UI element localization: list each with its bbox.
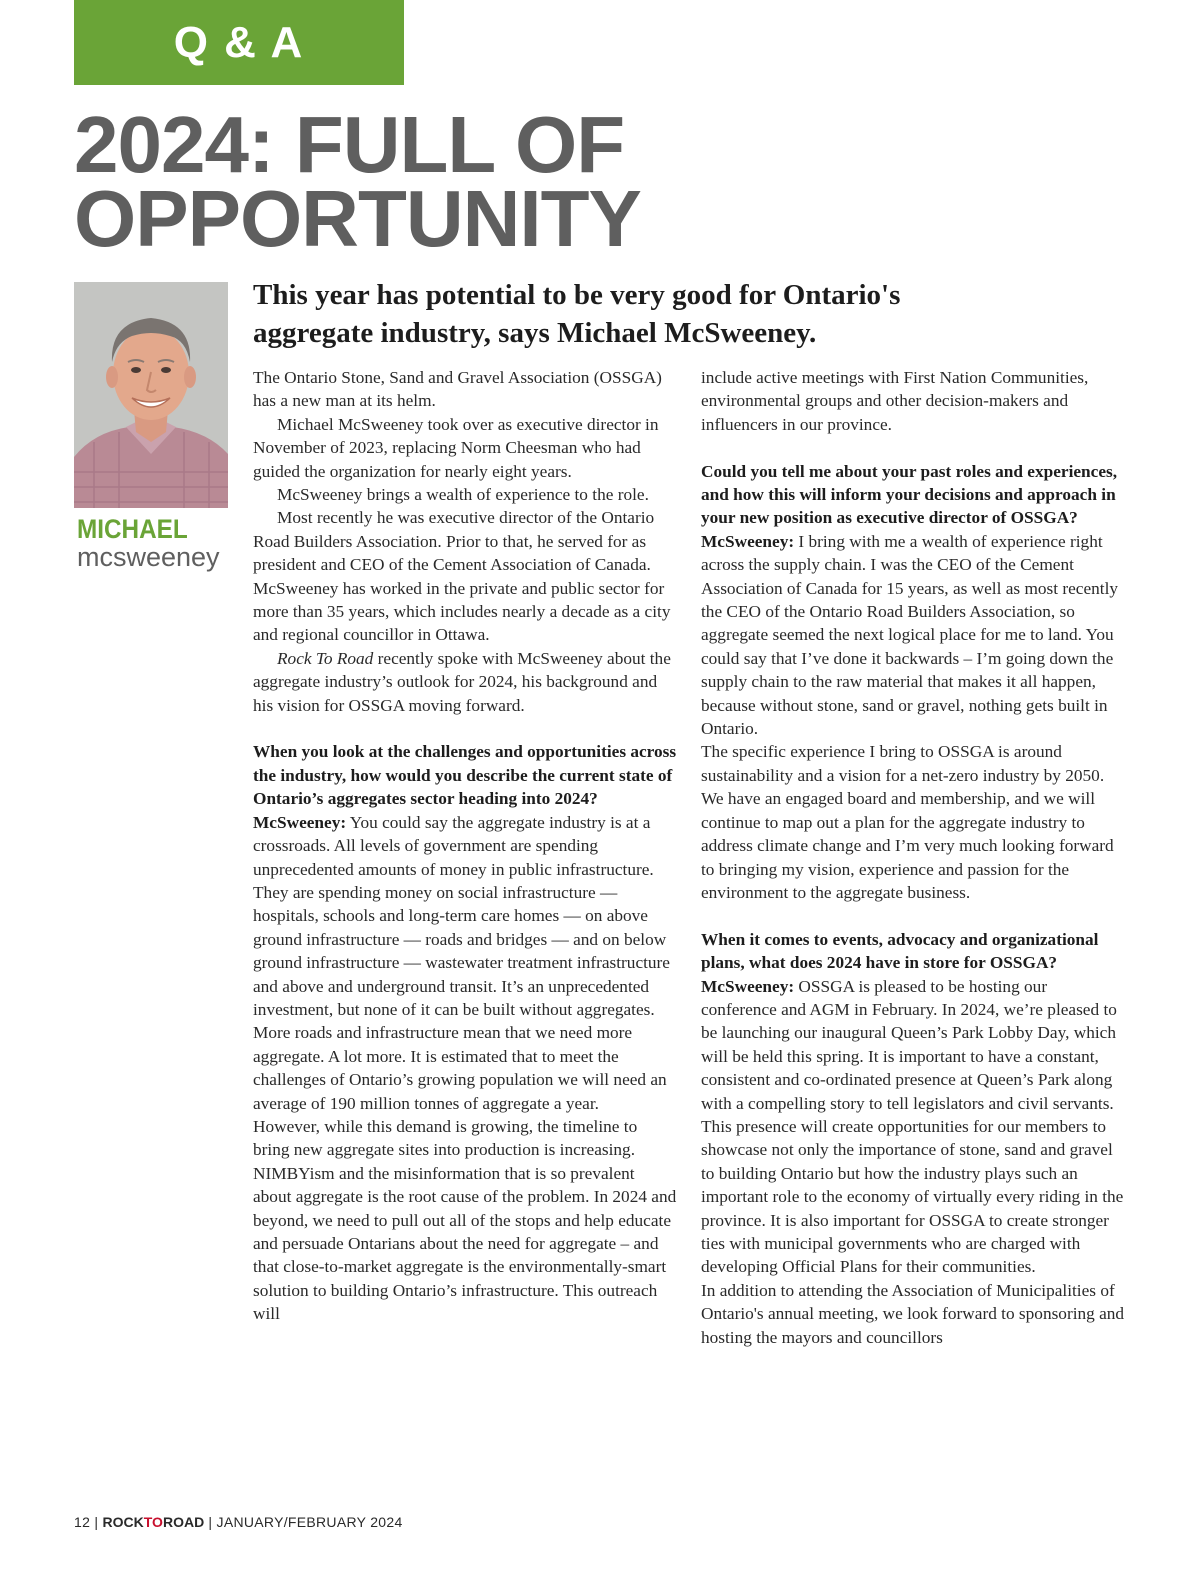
speaker-label: McSweeney: <box>253 812 347 832</box>
paragraph: include active meetings with First Nation Communities, environmental groups and other decision-makers and influencers in our province. <box>701 368 1089 434</box>
paragraph: McSweeney brings a wealth of experience to the role. <box>277 485 649 505</box>
question: When you look at the challenges and opportunities across the industry, how would you describe the current state of Ontario’s aggregates sector heading into 2024? <box>253 742 677 809</box>
profile-first-name: MICHAEL <box>77 514 188 544</box>
question: Could you tell me about your past roles and experiences, and how this will inform your decisions and approach in your new position as executive director of OSSGA? <box>701 461 1118 528</box>
speaker-label: McSweeney: <box>701 531 795 551</box>
deck-line-2: aggregate industry, says Michael McSweeney. <box>253 317 817 349</box>
paragraph: However, while this demand is growing, the timeline to bring new aggregate sites into production is increasing. NIMBYism and the misinformation that is so prevalent about aggregate is the root cause of the problem. In 2024 and beyond, we need to pull out all of the stops and help educate and persuade Ontarians about the need for aggregate – and that close-to-market aggregate is the environmentally-smart solution to building Ontario’s infrastructure. This outreach will <box>253 1116 677 1324</box>
question: When it comes to events, advocacy and organizational plans, what does 2024 have in store for OSSGA? <box>701 929 1099 973</box>
paragraph: The specific experience I bring to OSSGA is around sustainability and a vision for a net-zero industry by 2050. We have an engaged board and membership, and we will continue to map out a plan for the aggregate industry to address climate change and I’m very much looking forward to bringing my vision, experience and passion for the environment to the aggregate business. <box>701 742 1114 902</box>
answer: McSweeney: You could say the aggregate industry is at a crossroads. All levels of government are spending unprecedented amounts of money in public infrastructure. They are spending money on social infrastructure — hospitals, schools and long-term care homes — on above ground infrastructure — roads and bridges — and on below ground infrastructure — wastewater treatment infrastructure and above and underground transit. It’s an unprecedented investment, but none of it can be built without aggregates. More roads and infrastructure mean that we need more aggregate. A lot more. It is estimated that to meet the challenges of Ontario’s growing population we will need an average of 190 million tonnes of aggregate a year. <box>253 812 670 1113</box>
issue-date: JANUARY/FEBRUARY 2024 <box>216 1514 403 1530</box>
article-column-left <box>253 366 677 1326</box>
headline-line-1: 2024: FULL OF <box>74 100 625 189</box>
paragraph: Michael McSweeney took over as executive director in November of 2023, replacing Norm Cheesman who had guided the organization for nearly eight years. <box>253 414 659 481</box>
answer: McSweeney: OSSGA is pleased to be hosting our conference and AGM in February. In 2024, we’re pleased to be launching our inaugural Queen’s Park Lobby Day, which will be held this spring. It is important to have a constant, consistent and co-ordinated presence at Queen’s Park along with a compelling story to tell legislators and civil servants. This presence will create opportunities for our members to showcase not only the importance of stone, sand and gravel to building Ontario but how the industry plays such an important role to the economy of virtually every riding in the province. It is also important for OSSGA to create stronger ties with municipal governments who are charged with developing Official Plans for their communities. <box>701 976 1124 1277</box>
paragraph: Most recently he was executive director of the Ontario Road Builders Association. Prior to that, he served for as president and CEO of the Cement Association of Canada. McSweeney has worked in the private and public sector for more than 35 years, which includes nearly a decade as a city and regional councillor in Ottawa. <box>253 508 671 645</box>
publication-name: Rock To Road <box>277 648 374 668</box>
deck-subheadline <box>253 276 1013 352</box>
page-number: 12 <box>74 1514 91 1530</box>
answer: McSweeney: I bring with me a wealth of experience right across the supply chain. I was the CEO of the Cement Association of Canada for 15 years, as well as most recently the CEO of the Ontario Road Builders Association, so aggregate seemed the next logical place for me to land. You could say that I’ve done it backwards – I’m going down the supply chain to the raw material that makes it all happen, because without stone, sand or gravel, nothing gets built in Ontario. <box>701 531 1119 739</box>
headline <box>74 100 774 263</box>
portrait-photo <box>74 282 228 508</box>
page-footer: 12 | ROCKTOROAD | JANUARY/FEBRUARY 2024 <box>74 1514 403 1530</box>
deck-line-1: This year has potential to be very good for Ontario's <box>253 279 901 311</box>
paragraph: Rock To Road recently spoke with McSweeney about the aggregate industry’s outlook for 2024, his background and his vision for OSSGA moving forward. <box>253 648 671 715</box>
paragraph: The Ontario Stone, Sand and Gravel Association (OSSGA) has a new man at its helm. <box>253 368 662 411</box>
headline-line-2: OPPORTUNITY <box>74 174 641 263</box>
paragraph: In addition to attending the Association of Municipalities of Ontario's annual meeting, we look forward to sponsoring and hosting the mayors and councillors <box>701 1280 1125 1347</box>
speaker-label: McSweeney: <box>701 976 795 996</box>
section-tab: Q & A <box>74 0 404 85</box>
article-column-right <box>701 366 1125 1349</box>
magazine-logo: ROCKTOROAD <box>102 1514 205 1530</box>
profile-last-name: mcsweeney <box>77 542 220 572</box>
